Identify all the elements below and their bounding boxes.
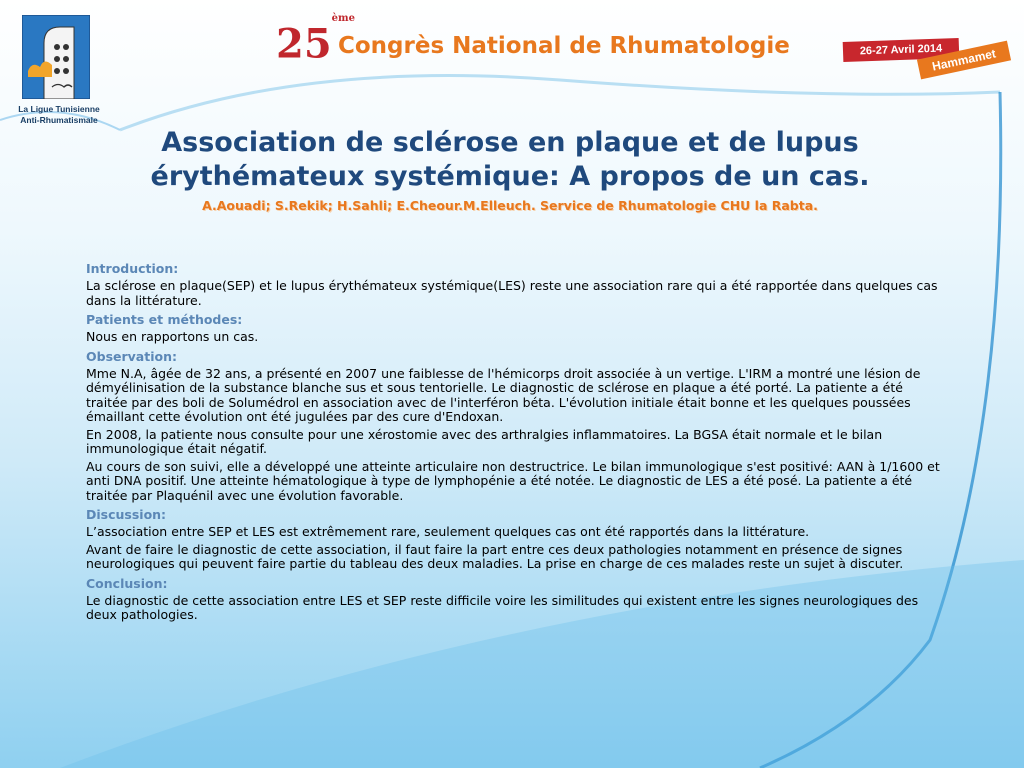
league-caption-line1: La Ligue Tunisienne bbox=[18, 104, 100, 114]
observation-text-3: Au cours de son suivi, elle a développé une atteinte articulaire non destructrice. Le bilan immunologique s'est positivé: AAN à 1/1600 et anti DNA positif. Une atteinte hématologique à type de lymphopénie a été notée. Le diagnostic de LES a été posé. La patiente a été traitée par Plaquénil avec une évolution favorable. bbox=[86, 458, 940, 503]
congress-number-suffix: ème bbox=[331, 13, 355, 24]
discussion-heading: Discussion: bbox=[86, 507, 167, 522]
discussion-text-2: Avant de faire le diagnostic de cette association, il faut faire la part entre ces deux pathologies notamment en présence de signes neurologiques qui peuvent faire partie du tableau des deux maladies. La prise en charge de ces malades reste un sujet à discuter. bbox=[86, 541, 904, 571]
observation-heading: Observation: bbox=[86, 348, 177, 364]
poster-title bbox=[110, 126, 910, 194]
congress-number-value: 25 bbox=[276, 20, 332, 68]
introduction-heading: Introduction: bbox=[86, 261, 179, 276]
title-line2: érythémateux systémique: A propos de un cas. bbox=[150, 161, 870, 192]
conclusion-heading: Conclusion: bbox=[86, 575, 168, 591]
congress-name: Congrès National de Rhumatologie bbox=[338, 33, 790, 59]
authors-line: A.Aouadi; S.Rekik; H.Sahli; E.Cheour.M.Elleuch. Service de Rhumatologie CHU la Rabta. bbox=[202, 198, 818, 213]
discussion-text-1: L’association entre SEP et LES est extrêmement rare, seulement quelques cas ont été rapportés dans la littérature. bbox=[86, 524, 810, 539]
league-caption bbox=[6, 104, 112, 126]
date-banner: 26-27 Avril 2014 bbox=[843, 38, 960, 62]
observation-text-2: En 2008, la patiente nous consulte pour une xérostomie avec des arthralgies inflammatoires. La BGSA était normale et le bilan immunologique était négatif. bbox=[86, 426, 883, 456]
observation-text-1: Mme N.A, âgée de 32 ans, a présenté en 2007 une faiblesse de l'hémicorps droit associée à un vertige. L'IRM a montré une lésion de démyélinisation de la substance blanche sus et sous tentorielle. Le diagnostic de sclérose en plaque a été porté. La patiente a été traitée par des boli de Solumédrol en association avec de l'interféron béta. L'évolution initiale était bonne et les quelques poussées émaillant cette évolution ont été jugulées par des cure d'Endoxan. bbox=[86, 365, 921, 424]
league-caption-line2: Anti-Rhumatismale bbox=[20, 115, 98, 125]
poster-body bbox=[86, 260, 946, 626]
league-logo bbox=[22, 15, 90, 99]
patients-methods-heading: Patients et méthodes: bbox=[86, 312, 243, 327]
conclusion-text: Le diagnostic de cette association entre LES et SEP reste difficile voire les similitudes qui existent entre les signes neurologiques des deux pathologies. bbox=[86, 592, 919, 622]
place-banner: Hammamet bbox=[917, 41, 1011, 80]
patients-methods-text: Nous en rapportons un cas. bbox=[86, 329, 259, 344]
introduction-text: La sclérose en plaque(SEP) et le lupus érythémateux systémique(LES) reste une association rare qui a été rapportée dans quelques cas dans la littérature. bbox=[86, 278, 938, 308]
title-line1: Association de sclérose en plaque et de lupus bbox=[161, 127, 859, 158]
